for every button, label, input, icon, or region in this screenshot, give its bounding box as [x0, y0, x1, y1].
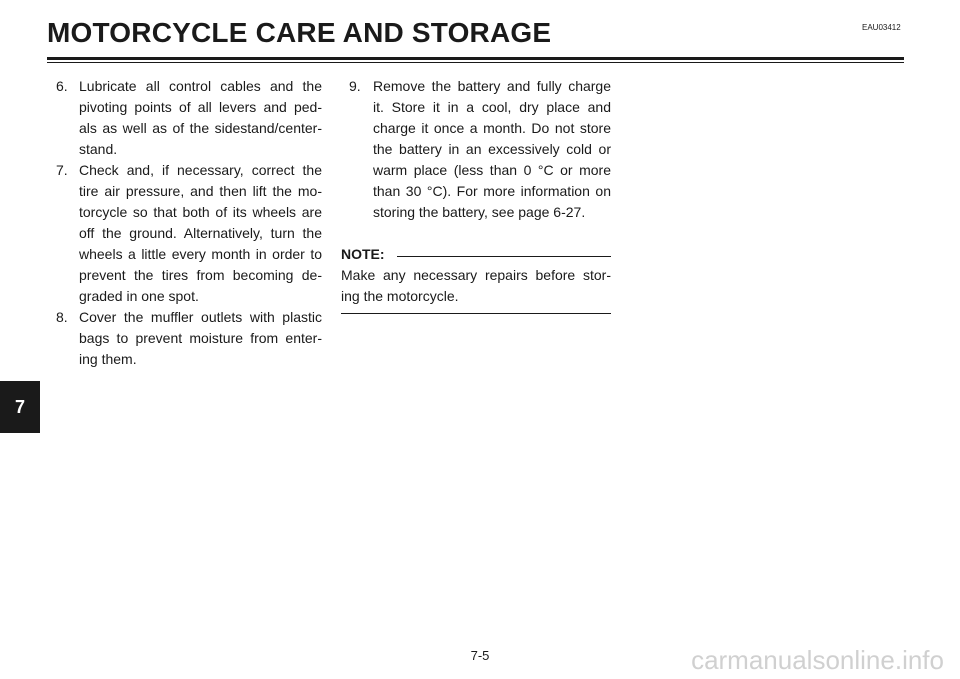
item-text: Lubricate all control cables and the pivoting points of all levers and ped- als as well as of the sidestand/center- stand.	[79, 78, 322, 157]
page-number: 7-5	[470, 648, 490, 663]
note-box	[341, 244, 611, 314]
left-column	[47, 76, 322, 370]
item-text: Cover the muffler outlets with plastic bags to prevent moisture from enter- ing them.	[79, 309, 322, 367]
item-text: Check and, if necessary, correct the tire air pressure, and then lift the mo- torcycle so that both of its wheels are off the ground. Alternatively, turn the wheels a little every month in order to prevent the tires from becoming de- graded in one spot.	[79, 162, 322, 304]
item-number: 6.	[56, 78, 68, 94]
list-item	[47, 160, 322, 307]
page-title: MOTORCYCLE CARE AND STORAGE	[47, 17, 552, 48]
right-column	[341, 76, 611, 314]
list-item	[47, 76, 322, 160]
item-text: Remove the battery and fully charge it. Store it in a cool, dry place and charge it once a month. Do not store the battery in an excessively cold or warm place (less than 0 °C or more than 30 °C). For more information on storing the battery, see page 6-27.	[373, 78, 611, 220]
item-number: 8.	[56, 309, 68, 325]
section-tab: 7	[0, 381, 40, 433]
note-label: NOTE:	[341, 246, 385, 262]
item-number: 7.	[56, 162, 68, 178]
note-rule	[397, 256, 611, 257]
note-bottom-rule	[341, 313, 611, 314]
header-rule-thick	[47, 57, 904, 60]
watermark: carmanualsonline.info	[691, 645, 944, 675]
list-item	[341, 76, 611, 223]
item-number: 9.	[349, 78, 361, 94]
document-code: EAU03412	[862, 23, 901, 32]
list-item	[47, 307, 322, 370]
note-heading	[341, 244, 611, 265]
note-text: Make any necessary repairs before stor- ing the motorcycle.	[341, 267, 611, 304]
header-rule-thin	[47, 62, 904, 63]
